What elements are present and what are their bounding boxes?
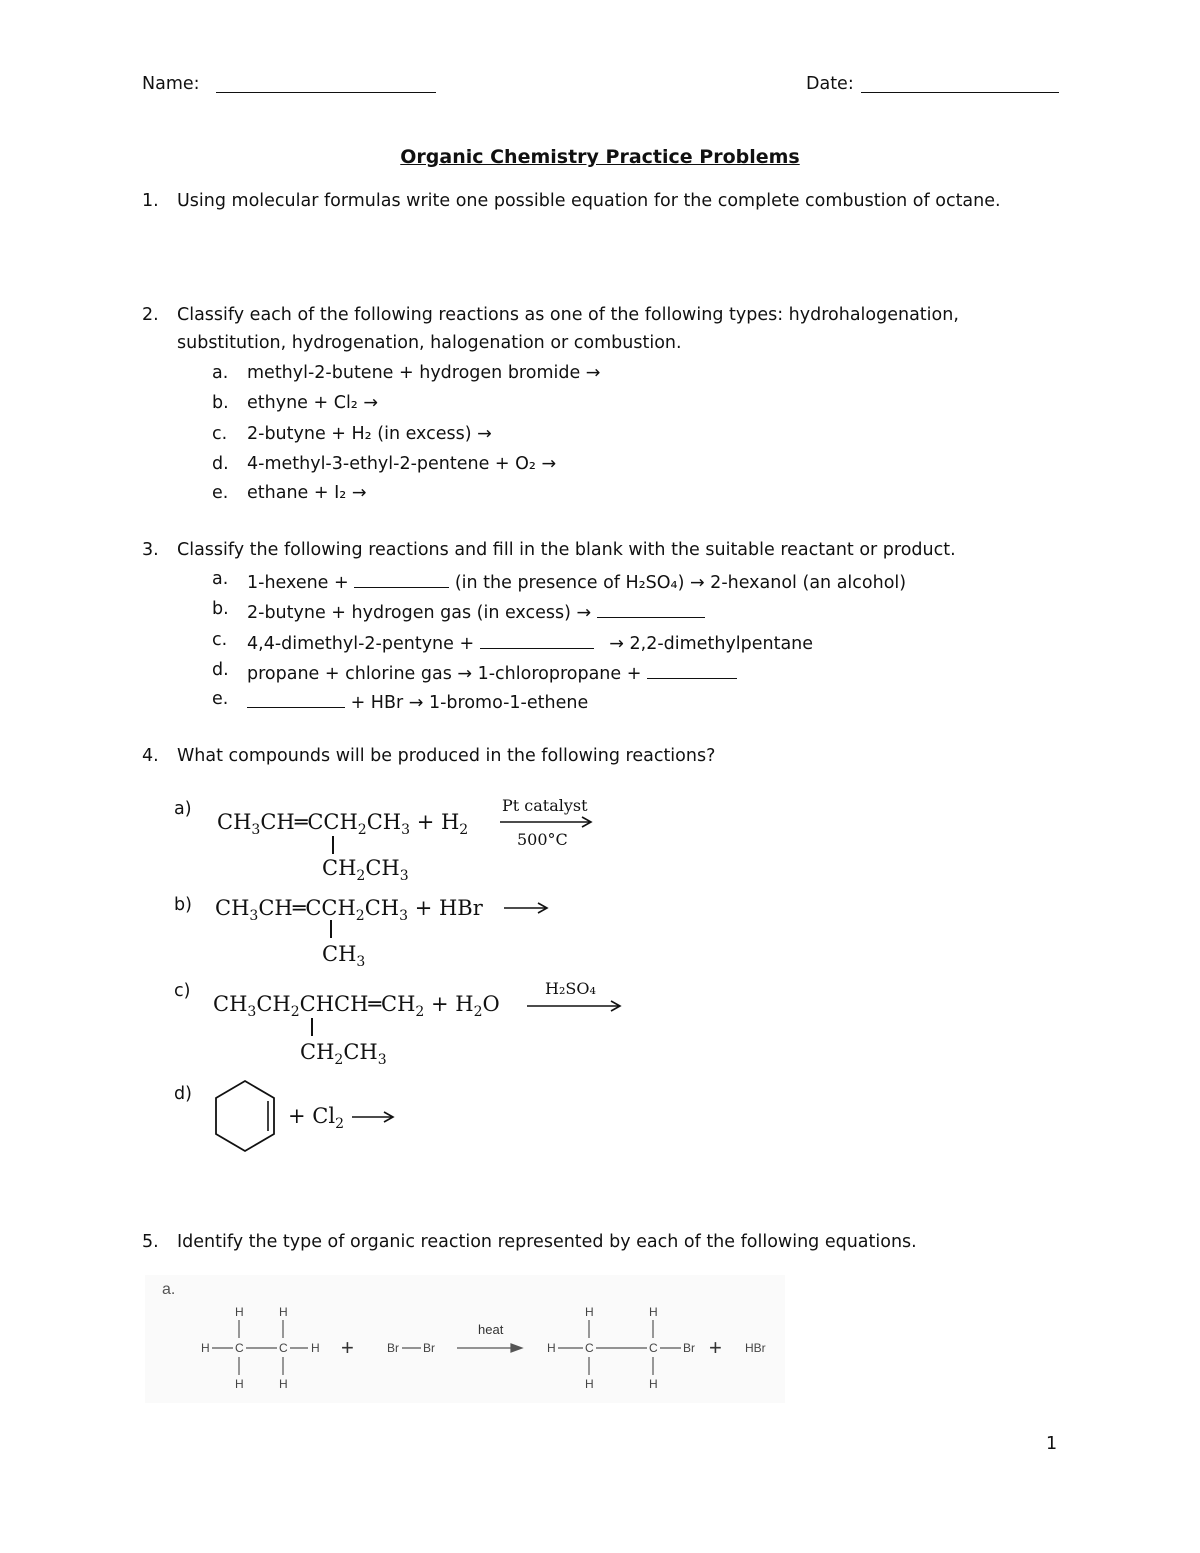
q3-item-after: + HBr → 1-bromo-1-ethene: [350, 693, 589, 713]
svg-text:H: H: [279, 1305, 288, 1319]
q3-item-letter: c.: [212, 630, 228, 650]
svg-text:H: H: [235, 1305, 244, 1319]
reaction-d-formula: + $Cl_2$: [288, 1104, 344, 1133]
q2-item-text: 2-butyne + H₂ (in excess) →: [247, 424, 492, 444]
q3-item-b: [247, 599, 705, 623]
svg-text:H: H: [649, 1305, 658, 1319]
svg-text:HBr: HBr: [745, 1341, 766, 1355]
date-label: Date:: [806, 74, 854, 94]
q1-number: 1.: [142, 191, 159, 211]
svg-text:Br: Br: [683, 1341, 695, 1355]
q3-item-letter: d.: [212, 660, 229, 680]
cyclohexene-ring: [210, 1078, 280, 1156]
q4-number: 4.: [142, 746, 159, 766]
name-label: Name:: [142, 74, 200, 94]
branch-group: $CH_2CH_3$: [322, 856, 409, 885]
q2-item-letter: c.: [212, 424, 228, 444]
answer-blank[interactable]: [354, 569, 449, 588]
q3-item-before: 1-hexene +: [247, 573, 349, 593]
branch-group: $CH_3$: [322, 942, 366, 971]
answer-blank[interactable]: [647, 660, 737, 679]
q3-item-letter: a.: [212, 569, 229, 589]
q5-number: 5.: [142, 1232, 159, 1252]
q3-item-before: 2-butyne + hydrogen gas (in excess) →: [247, 603, 592, 623]
answer-blank[interactable]: [597, 599, 705, 618]
bond-line: [332, 836, 334, 854]
q3-item-c: [247, 630, 813, 654]
catalyst-label: H₂SO₄: [545, 979, 596, 998]
q5-sub-label: a.: [162, 1281, 176, 1298]
catalyst-label: Pt catalyst: [502, 796, 588, 815]
q2-item-text: ethane + I₂ →: [247, 483, 367, 503]
temperature-label: 500°C: [517, 830, 568, 849]
svg-text:C: C: [649, 1341, 658, 1355]
q2-line1: Classify each of the following reactions as one of the following types: hydrohalogenation,: [177, 305, 959, 325]
reaction-arrow: [504, 901, 550, 915]
svg-text:+: +: [341, 1335, 354, 1360]
reaction-b-formula: $CH_3CH═CCH_2CH_3$ + HBr: [215, 896, 483, 925]
svg-text:H: H: [201, 1341, 210, 1355]
page-number: 1: [1046, 1434, 1058, 1454]
q2-item-text: ethyne + Cl₂ →: [247, 393, 379, 413]
name-blank[interactable]: [216, 92, 436, 93]
q4-text: What compounds will be produced in the following reactions?: [177, 746, 716, 766]
q2-item-letter: b.: [212, 393, 229, 413]
reaction-label: b): [174, 895, 192, 915]
svg-text:H: H: [547, 1341, 556, 1355]
q3-item-e: [247, 689, 588, 713]
q2-line2: substitution, hydrogenation, halogenation or combustion.: [177, 333, 682, 353]
bond-line: [330, 920, 332, 938]
svg-text:H: H: [585, 1305, 594, 1319]
reaction-c-formula: $CH_3CH_2CHCH═CH_2 + H_2O$: [213, 992, 500, 1021]
q1-text: Using molecular formulas write one possible equation for the complete combustion of octane.: [177, 191, 1001, 211]
svg-text:H: H: [311, 1341, 320, 1355]
svg-text:+: +: [709, 1335, 722, 1360]
branch-group: $CH_2CH_3$: [300, 1040, 387, 1069]
q2-item-letter: e.: [212, 483, 229, 503]
reaction-label: c): [174, 981, 191, 1001]
q5-text: Identify the type of organic reaction represented by each of the following equations.: [177, 1232, 917, 1252]
q3-item-d: [247, 660, 737, 684]
q2-item-letter: d.: [212, 454, 229, 474]
svg-text:C: C: [585, 1341, 594, 1355]
q2-item-text: 4-methyl-3-ethyl-2-pentene + O₂ →: [247, 454, 557, 474]
reaction-arrow: [527, 999, 623, 1013]
q3-item-letter: b.: [212, 599, 229, 619]
reaction-a-formula: $CH_3CH═CCH_2CH_3 + H_2$: [217, 810, 469, 839]
answer-blank[interactable]: [480, 630, 594, 649]
page-title: Organic Chemistry Practice Problems: [400, 146, 800, 168]
date-blank[interactable]: [861, 92, 1059, 93]
q3-text: Classify the following reactions and fill in the blank with the suitable reactant or product.: [177, 540, 956, 560]
svg-text:Br: Br: [387, 1341, 399, 1355]
q3-item-after: → 2,2-dimethylpentane: [609, 634, 814, 654]
q3-item-a: [247, 569, 906, 593]
svg-text:H: H: [279, 1377, 288, 1391]
svg-text:C: C: [235, 1341, 244, 1355]
q3-item-before: 4,4-dimethyl-2-pentyne +: [247, 634, 475, 654]
q3-item-before: propane + chlorine gas → 1-chloropropane +: [247, 664, 642, 684]
q2-item-text: methyl-2-butene + hydrogen bromide →: [247, 363, 601, 383]
svg-text:H: H: [235, 1377, 244, 1391]
bond-line: [311, 1018, 313, 1036]
svg-text:C: C: [279, 1341, 288, 1355]
q3-item-after: (in the presence of H₂SO₄) → 2-hexanol (an alcohol): [454, 573, 907, 593]
ethane-bromination-structure: [195, 1300, 785, 1396]
answer-blank[interactable]: [247, 689, 345, 708]
q3-item-letter: e.: [212, 689, 229, 709]
q2-item-letter: a.: [212, 363, 229, 383]
svg-text:Br: Br: [423, 1341, 435, 1355]
reaction-label: a): [174, 799, 192, 819]
q3-number: 3.: [142, 540, 159, 560]
q2-number: 2.: [142, 305, 159, 325]
heat-label: heat: [478, 1322, 504, 1337]
reaction-arrow: [352, 1110, 396, 1124]
reaction-label: d): [174, 1084, 192, 1104]
svg-text:H: H: [585, 1377, 594, 1391]
reaction-arrow: [500, 815, 595, 829]
svg-text:H: H: [649, 1377, 658, 1391]
